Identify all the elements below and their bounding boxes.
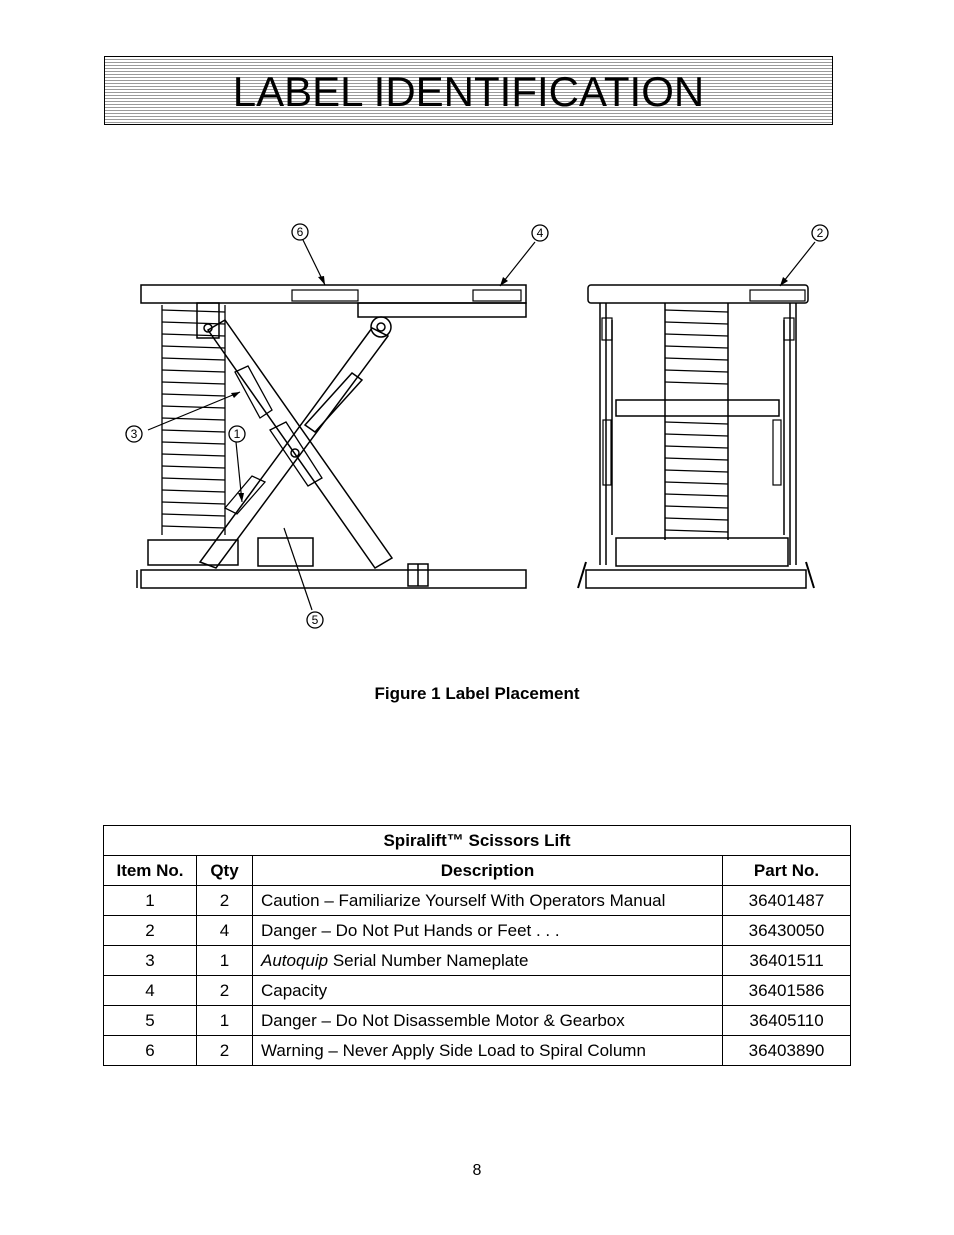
right-top-platform (588, 285, 808, 303)
callout-2: 2 (816, 226, 824, 240)
figure-caption: Figure 1 Label Placement (374, 684, 580, 703)
header-qty: Qty (197, 856, 253, 886)
qty: 2 (197, 886, 253, 916)
table-title-row (104, 826, 851, 856)
item-no: 5 (104, 1006, 197, 1036)
page-number: 8 (472, 1162, 482, 1179)
callout-6: 6 (296, 225, 304, 239)
description: Danger – Do Not Put Hands or Feet . . . (253, 916, 723, 946)
item-no: 2 (104, 916, 197, 946)
description (253, 946, 723, 976)
item-no: 6 (104, 1036, 197, 1066)
qty: 1 (197, 1006, 253, 1036)
table-row (104, 916, 851, 946)
callout-leaders (148, 240, 815, 610)
part-no: 36401586 (723, 976, 851, 1006)
header-part-no: Part No. (723, 856, 851, 886)
header-item-no: Item No. (104, 856, 197, 886)
table-row (104, 1006, 851, 1036)
item-no: 3 (104, 946, 197, 976)
part-no: 36430050 (723, 916, 851, 946)
left-base-frame (141, 570, 526, 588)
description: Danger – Do Not Disassemble Motor & Gearbox (253, 1006, 723, 1036)
section-title-banner (104, 56, 833, 125)
callout-1: 1 (233, 427, 241, 441)
page-title: LABEL IDENTIFICATION (232, 67, 705, 115)
label-placement-figure (100, 190, 860, 660)
qty: 4 (197, 916, 253, 946)
table-row (104, 886, 851, 916)
left-top-platform (141, 285, 526, 303)
qty: 2 (197, 1036, 253, 1066)
right-base-frame (586, 570, 806, 588)
header-description: Description (253, 856, 723, 886)
table-row (104, 946, 851, 976)
item-no: 1 (104, 886, 197, 916)
description: Caution – Familiarize Yourself With Operators Manual (253, 886, 723, 916)
description-text: Serial Number Nameplate (328, 950, 529, 970)
scissors-lift-drawing (100, 190, 860, 660)
table-header-row (104, 856, 851, 886)
callout-5: 5 (311, 613, 319, 627)
callout-4: 4 (536, 226, 544, 240)
table-row (104, 976, 851, 1006)
part-no: 36401487 (723, 886, 851, 916)
callout-3: 3 (130, 427, 138, 441)
qty: 2 (197, 976, 253, 1006)
description: Capacity (253, 976, 723, 1006)
item-no: 4 (104, 976, 197, 1006)
qty: 1 (197, 946, 253, 976)
description: Warning – Never Apply Side Load to Spiral Column (253, 1036, 723, 1066)
label-parts-table (103, 825, 851, 1066)
table-row (104, 1036, 851, 1066)
part-no: 36401511 (723, 946, 851, 976)
right-spiral-coils (665, 310, 728, 532)
part-no: 36405110 (723, 1006, 851, 1036)
part-no: 36403890 (723, 1036, 851, 1066)
table-title: Spiralift™ Scissors Lift (104, 826, 851, 856)
brand-name: Autoquip (261, 950, 329, 970)
